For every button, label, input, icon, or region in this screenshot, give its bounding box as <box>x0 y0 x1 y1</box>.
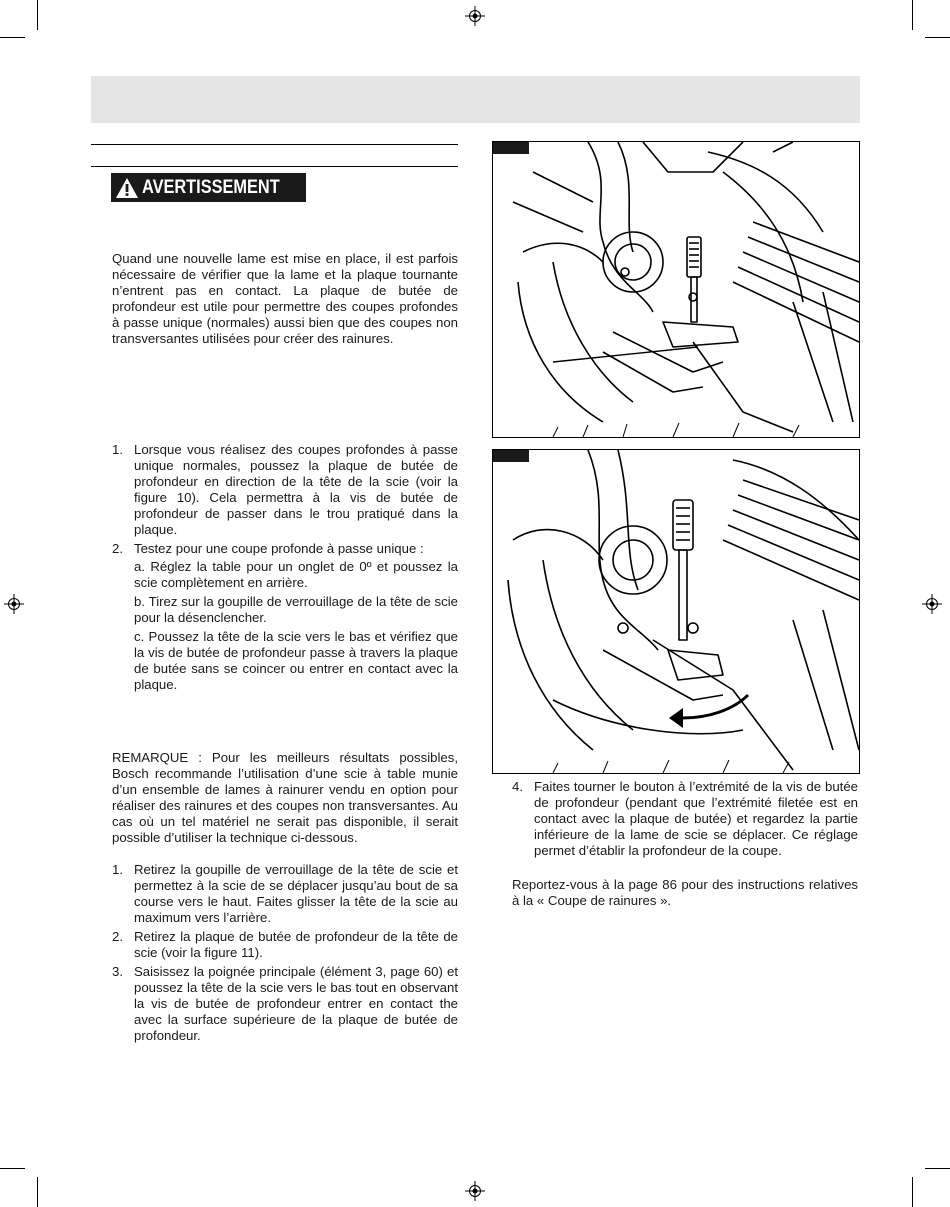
list-item: 2. Retirez la plaque de butée de profondeur de la tête de scie (voir la figure 11). <box>112 929 458 960</box>
crop-mark <box>925 37 950 38</box>
warning-badge <box>111 173 306 202</box>
reference-paragraph: Reportez-vous à la page 86 pour des instructions relatives à la « Coupe de rainures ». <box>512 877 858 908</box>
figure-depth-stop-screw <box>492 449 860 774</box>
crop-mark <box>912 1177 913 1207</box>
list-item: 1. Lorsque vous réalisez des coupes profondes à passe unique normales, poussez la plaque de butée de profondeur en direction de la tête de la scie (voir la figure 10). Cela permettra à la vis de butée de profondeur de passer dans le trou pratiqué dans la plaque. <box>112 442 458 537</box>
saw-head-illustration <box>493 142 859 437</box>
sub-step: c. Poussez la tête de la scie vers le bas et vérifiez que la vis de butée de profondeur passe à travers la plaque de butée sans se coincer ou entrer en contact avec la plaque. <box>134 629 458 692</box>
crop-mark <box>925 1168 950 1169</box>
saw-head-illustration <box>493 450 859 773</box>
warning-triangle-icon <box>115 177 139 199</box>
figure-depth-stop-plate <box>492 141 860 438</box>
crop-mark <box>912 0 913 30</box>
procedure-steps-grooves <box>112 862 458 1047</box>
procedure-steps-deep-cut <box>112 442 458 696</box>
section-rule <box>91 166 458 167</box>
note-paragraph: REMARQUE : Pour les meilleurs résultats possibles, Bosch recommande l’utilisation d’une scie à table munie d’un ensemble de lames à rainurer vendu en option pour réaliser des rainures et des coupes non transversantes. Au cas où un tel matériel ne serait pas disponible, il serait possible d’utiliser la technique ci-dessous. <box>112 750 458 845</box>
list-item: 4. Faites tourner le bouton à l’extrémité de la vis de butée de profondeur (pendant que l’extrémité filetée est en contact avec la plaque de butée) et regardez la partie inférieure de la lame de scie se déplacer. Ce réglage permet d’établir la profondeur de la coupe. <box>512 779 858 858</box>
registration-mark-icon <box>465 1181 485 1201</box>
list-item: 1. Retirez la goupille de verrouillage de la tête de scie et permettez à la scie de se déplacer jusqu’au bout de sa course vers le haut. Faites glisser la tête de la scie au maximum vers l’arrière. <box>112 862 458 925</box>
intro-paragraph: Quand une nouvelle lame est mise en place, il est parfois nécessaire de vérifier que la lame et la plaque tournante n’entrent pas en contact. La plaque de butée de profondeur est utile pour permettre des coupes profondes à passe unique (normales) aussi bien que des coupes non transversantes utilisées pour créer des rainures. <box>112 251 458 346</box>
list-item: 2. Testez pour une coupe profonde à passe unique : a. Réglez la table pour un onglet de 0º et poussez la scie complètement en arrière. b. Tirez sur la goupille de verrouillage de la tête de scie pour la désenclencher. c. Poussez la tête de la scie vers le bas et vérifiez que la vis de butée de profondeur passe à travers la plaque de butée sans se coincer ou entrer en contact avec la plaque. <box>112 541 458 692</box>
header-band <box>91 76 860 123</box>
registration-mark-icon <box>4 594 24 614</box>
section-rule <box>91 144 458 145</box>
crop-mark <box>37 0 38 30</box>
crop-mark <box>0 37 25 38</box>
sub-step: b. Tirez sur la goupille de verrouillage de la tête de scie pour la désenclencher. <box>134 594 458 625</box>
crop-mark <box>0 1168 25 1169</box>
procedure-steps-adjust <box>512 779 858 862</box>
list-item: 3. Saisissez la poignée principale (élément 3, page 60) et poussez la tête de la scie vers le bas tout en observant la vis de butée de profondeur entrer en contact the avec la surface supérieure de la plaque de butée de profondeur. <box>112 964 458 1043</box>
warning-label: AVERTISSEMENT <box>142 176 280 198</box>
crop-mark <box>37 1177 38 1207</box>
registration-mark-icon <box>922 594 942 614</box>
registration-mark-icon <box>465 6 485 26</box>
sub-step: a. Réglez la table pour un onglet de 0º et poussez la scie complètement en arrière. <box>134 559 458 590</box>
